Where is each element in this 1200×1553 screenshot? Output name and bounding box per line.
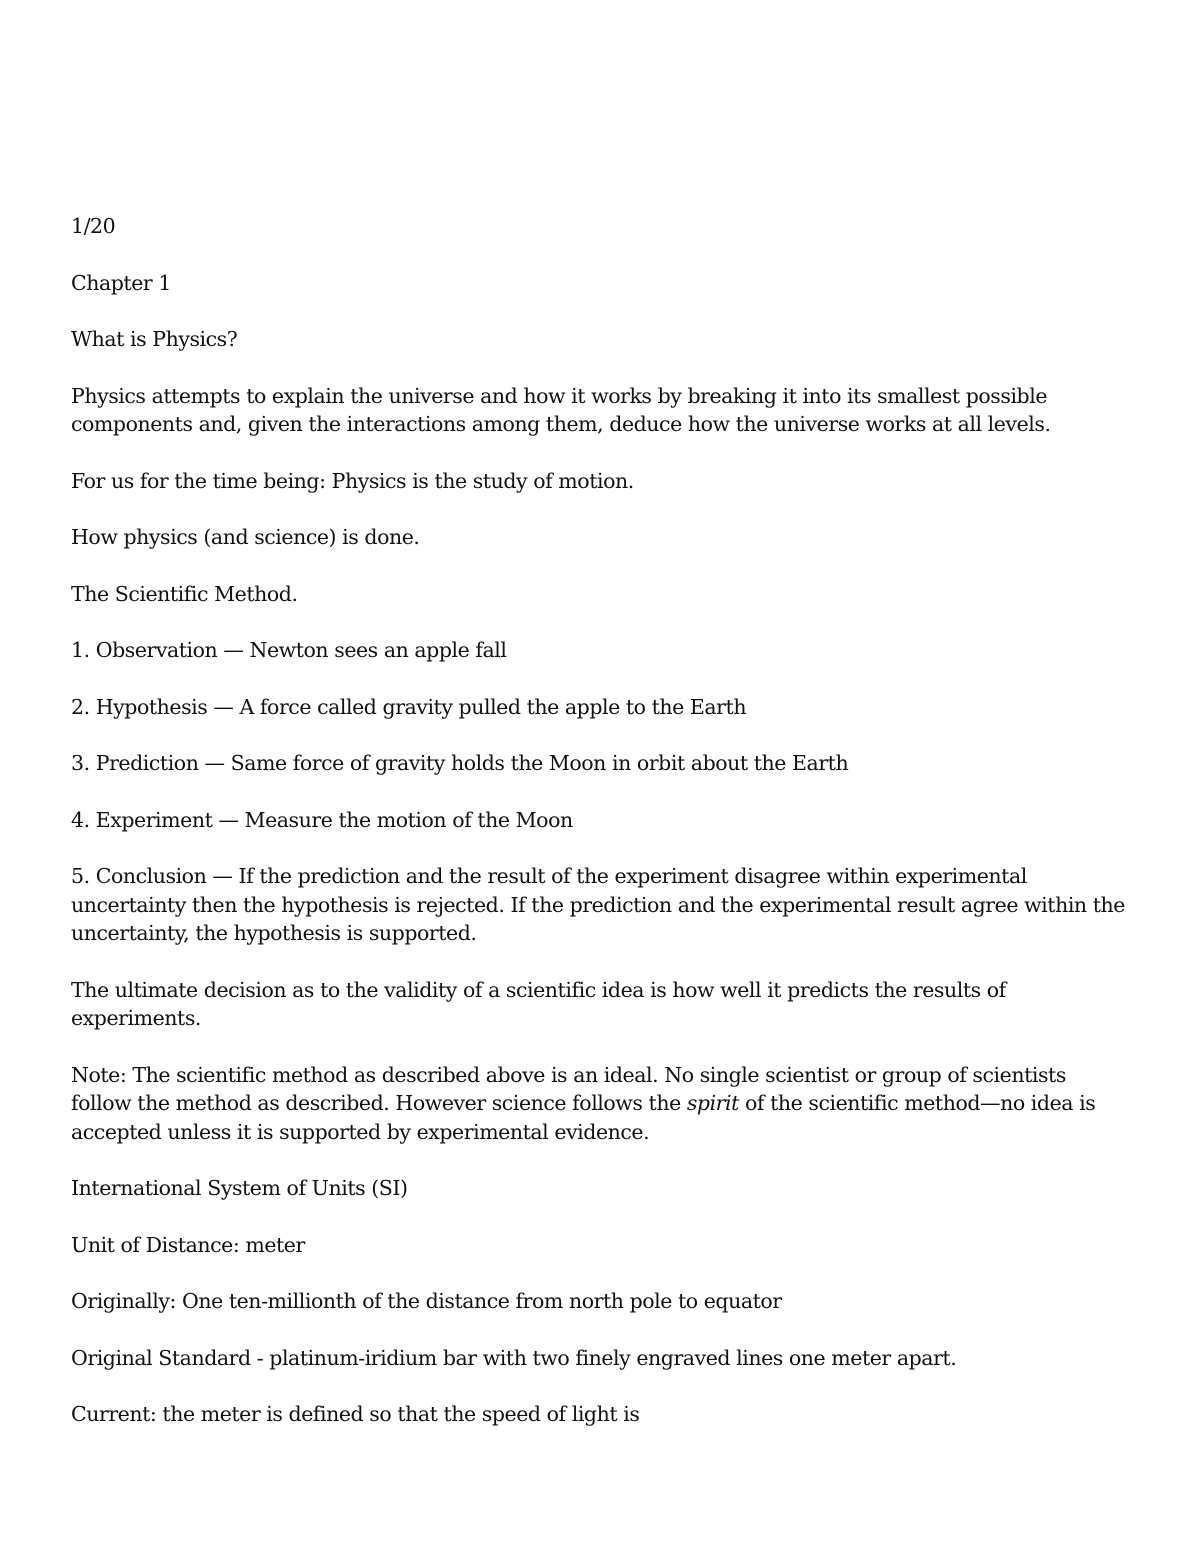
step-observation: 1. Observation — Newton sees an apple fall bbox=[71, 638, 507, 662]
ultimate-decision-paragraph: The ultimate decision as to the validity of a scientific idea is how well it predicts the results of experiments. bbox=[71, 977, 1006, 1030]
step-hypothesis: 2. Hypothesis — A force called gravity pulled the apple to the Earth bbox=[71, 694, 747, 719]
original-standard-line: Original Standard - platinum-iridium bar with two finely engraved lines one meter apart. bbox=[71, 1345, 957, 1370]
originally-line: Originally: One ten-millionth of the distance from north pole to equator bbox=[71, 1289, 782, 1313]
si-title: International System of Units (SI) bbox=[71, 1176, 408, 1200]
unit-distance: Unit of Distance: meter bbox=[71, 1232, 305, 1257]
current-definition-line: Current: the meter is defined so that the speed of light is bbox=[71, 1402, 640, 1426]
section-heading: What is Physics? bbox=[71, 327, 238, 351]
note-text-after: of the scientific method—no idea is accepted unless it is supported by experimental evidence. bbox=[71, 1091, 1096, 1144]
chapter-label: Chapter 1 bbox=[71, 270, 171, 295]
intro-paragraph: Physics attempts to explain the universe and how it works by breaking it into its smallest possible components and, given the interactions among them, deduce how the universe works at all levels. bbox=[71, 383, 1051, 436]
note-paragraph bbox=[71, 1061, 1131, 1147]
step-conclusion: 5. Conclusion — If the prediction and the result of the experiment disagree within experimental uncertainty then the hypothesis is rejected. If the prediction and the experimental result agree within the uncertainty, the hypothesis is supported. bbox=[71, 864, 1125, 945]
how-done-line: How physics (and science) is done. bbox=[71, 525, 420, 549]
document-page bbox=[71, 212, 1131, 1457]
working-definition: For us for the time being: Physics is the study of motion. bbox=[71, 468, 634, 493]
method-title: The Scientific Method. bbox=[71, 581, 298, 606]
note-text-before: Note: The scientific method as described above is an ideal. No single scientist or group of scientists follow the method as described. However science follows the bbox=[71, 1062, 1066, 1115]
note-emphasis: spirit bbox=[686, 1091, 739, 1115]
step-experiment: 4. Experiment — Measure the motion of the Moon bbox=[71, 807, 573, 832]
page-number: 1/20 bbox=[71, 214, 116, 238]
step-prediction: 3. Prediction — Same force of gravity holds the Moon in orbit about the Earth bbox=[71, 751, 849, 775]
